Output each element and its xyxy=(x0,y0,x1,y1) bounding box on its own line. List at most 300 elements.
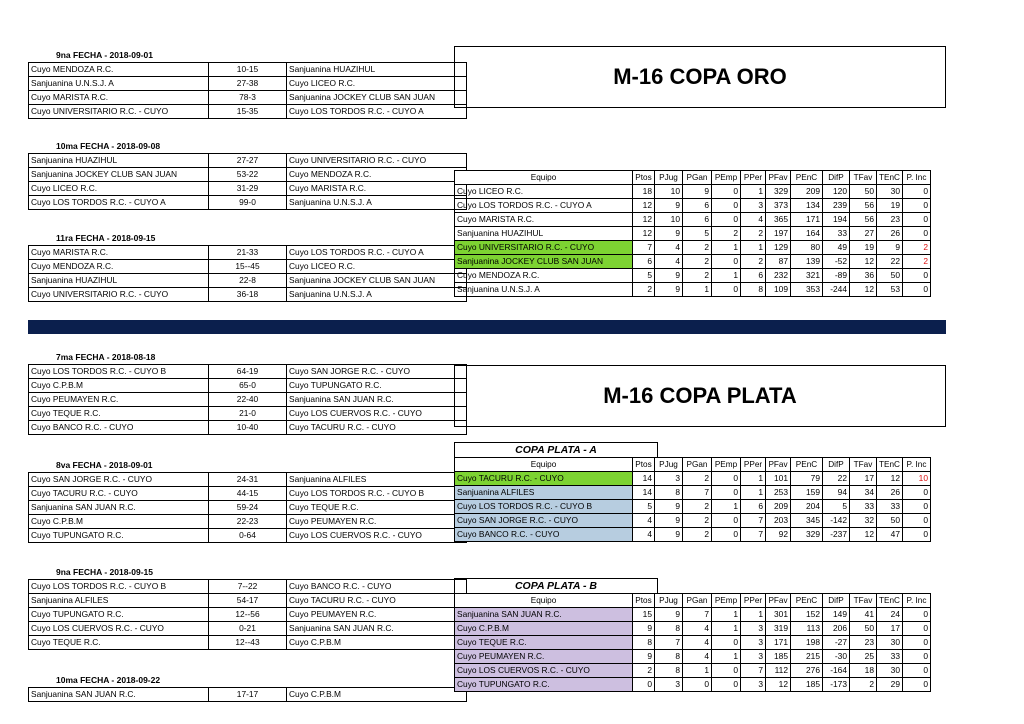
stat-cell: 0 xyxy=(712,678,741,692)
fixture-row xyxy=(29,365,467,379)
away-team: Sanjuanina HUAZIHUL xyxy=(287,63,467,77)
stat-cell: 33 xyxy=(877,650,903,664)
fixture-row xyxy=(29,407,467,421)
stat-cell: 30 xyxy=(877,185,903,199)
stat-cell: 301 xyxy=(766,608,791,622)
stat-cell: -52 xyxy=(823,255,850,269)
stat-cell: 139 xyxy=(791,255,823,269)
home-team: Cuyo SAN JORGE R.C. - CUYO xyxy=(29,473,209,487)
home-team: Cuyo MARISTA R.C. xyxy=(29,246,209,260)
standings-row xyxy=(455,622,931,636)
column-header: Equipo xyxy=(455,171,633,185)
stat-cell: 12 xyxy=(850,283,877,297)
stat-cell: 2 xyxy=(633,664,655,678)
fixture-row xyxy=(29,515,467,529)
stat-cell: 1 xyxy=(712,500,741,514)
score: 0-64 xyxy=(209,529,287,543)
stat-cell: 329 xyxy=(766,185,791,199)
team-name: Cuyo LOS CUERVOS R.C. - CUYO xyxy=(455,664,633,678)
home-team: Cuyo C.P.B.M xyxy=(29,515,209,529)
standings-row xyxy=(455,213,931,227)
stat-cell: 9 xyxy=(655,227,683,241)
stat-cell: 23 xyxy=(850,636,877,650)
away-team: Cuyo LOS TORDOS R.C. - CUYO A xyxy=(287,105,467,119)
copa-plata-a-table xyxy=(454,457,931,542)
stat-cell: 2 xyxy=(683,514,712,528)
stat-cell: 0 xyxy=(903,185,931,199)
stat-cell: 2 xyxy=(683,472,712,486)
stat-cell: 0 xyxy=(712,199,741,213)
stat-cell: 185 xyxy=(766,650,791,664)
stat-cell: 2 xyxy=(633,283,655,297)
stat-cell: 4 xyxy=(655,241,683,255)
stat-cell: 0 xyxy=(903,269,931,283)
standings-row xyxy=(455,185,931,199)
stat-cell: 5 xyxy=(683,227,712,241)
stat-cell: 79 xyxy=(791,472,823,486)
stat-cell: 365 xyxy=(766,213,791,227)
stat-cell: 56 xyxy=(850,213,877,227)
score: 24-31 xyxy=(209,473,287,487)
stat-cell: -244 xyxy=(823,283,850,297)
fixture-row xyxy=(29,168,467,182)
standings-row xyxy=(455,678,931,692)
stat-cell: 0 xyxy=(903,636,931,650)
fixture-row xyxy=(29,246,467,260)
standings-row xyxy=(455,664,931,678)
fixture-row xyxy=(29,473,467,487)
score: 21-0 xyxy=(209,407,287,421)
stat-cell: 0 xyxy=(903,227,931,241)
column-header: TEnC xyxy=(877,594,903,608)
fixture-row xyxy=(29,487,467,501)
column-header: P. Inc xyxy=(903,171,931,185)
column-header: PEnC xyxy=(791,594,823,608)
team-name: Sanjuanina HUAZIHUL xyxy=(455,227,633,241)
score: 22-23 xyxy=(209,515,287,529)
stat-cell: 5 xyxy=(633,269,655,283)
column-header: TEnC xyxy=(877,171,903,185)
standings-row xyxy=(455,528,931,542)
stat-cell: 34 xyxy=(850,486,877,500)
home-team: Cuyo TEQUE R.C. xyxy=(29,407,209,421)
section-divider-band xyxy=(28,320,946,334)
team-name: Sanjuanina JOCKEY CLUB SAN JUAN xyxy=(455,255,633,269)
stat-cell: 14 xyxy=(633,472,655,486)
away-team: Cuyo MENDOZA R.C. xyxy=(287,168,467,182)
stat-cell: 50 xyxy=(877,269,903,283)
away-team: Cuyo PEUMAYEN R.C. xyxy=(287,515,467,529)
standings-row xyxy=(455,199,931,213)
team-name: Cuyo TUPUNGATO R.C. xyxy=(455,678,633,692)
stat-cell: 0 xyxy=(712,486,741,500)
column-header: PGan xyxy=(683,594,712,608)
stat-cell: 7 xyxy=(683,486,712,500)
stat-cell: 8 xyxy=(741,283,766,297)
score: 22-40 xyxy=(209,393,287,407)
column-header: PPer xyxy=(741,594,766,608)
fixture-row xyxy=(29,91,467,105)
stat-cell: 2 xyxy=(683,269,712,283)
stat-cell: 9 xyxy=(633,622,655,636)
stat-cell: 9 xyxy=(655,269,683,283)
stat-cell: 373 xyxy=(766,199,791,213)
stat-cell: 232 xyxy=(766,269,791,283)
stat-cell: 49 xyxy=(823,241,850,255)
score: 22-8 xyxy=(209,274,287,288)
stat-cell: 41 xyxy=(850,608,877,622)
standings-row xyxy=(455,500,931,514)
stat-cell: 7 xyxy=(741,664,766,678)
away-team: Cuyo TUPUNGATO R.C. xyxy=(287,379,467,393)
stat-cell: 0 xyxy=(712,213,741,227)
fixture-row xyxy=(29,379,467,393)
fixture-row xyxy=(29,154,467,168)
fixture-row xyxy=(29,636,467,650)
stat-cell: 7 xyxy=(655,636,683,650)
stat-cell: -237 xyxy=(823,528,850,542)
stat-cell: 204 xyxy=(791,500,823,514)
stat-cell: 1 xyxy=(741,486,766,500)
column-header: PFav xyxy=(766,594,791,608)
away-team: Cuyo SAN JORGE R.C. - CUYO xyxy=(287,365,467,379)
home-team: Sanjuanina HUAZIHUL xyxy=(29,274,209,288)
score: 10-40 xyxy=(209,421,287,435)
stat-cell: 12 xyxy=(766,678,791,692)
fixture-row xyxy=(29,196,467,210)
stat-cell: 80 xyxy=(791,241,823,255)
stat-cell: 109 xyxy=(766,283,791,297)
standings-row xyxy=(455,283,931,297)
home-team: Cuyo MARISTA R.C. xyxy=(29,91,209,105)
standings-row xyxy=(455,486,931,500)
round-label: 10ma FECHA - 2018-09-08 xyxy=(56,141,161,151)
stat-cell: 149 xyxy=(823,608,850,622)
stat-cell: 12 xyxy=(633,213,655,227)
stat-cell: 1 xyxy=(712,650,741,664)
score: 0-21 xyxy=(209,622,287,636)
stat-cell: 2 xyxy=(683,500,712,514)
score: 64-19 xyxy=(209,365,287,379)
stat-cell: 17 xyxy=(877,622,903,636)
score: 78-3 xyxy=(209,91,287,105)
stat-cell: 4 xyxy=(683,622,712,636)
stat-cell: 0 xyxy=(903,528,931,542)
stat-cell: 0 xyxy=(712,514,741,528)
home-team: Cuyo MENDOZA R.C. xyxy=(29,260,209,274)
stat-cell: 50 xyxy=(850,185,877,199)
stat-cell: 0 xyxy=(903,622,931,636)
score: 44-15 xyxy=(209,487,287,501)
stat-cell: 23 xyxy=(877,213,903,227)
stat-cell: 2 xyxy=(741,255,766,269)
stat-cell: 18 xyxy=(633,185,655,199)
away-team: Cuyo LOS CUERVOS R.C. - CUYO xyxy=(287,529,467,543)
round-label: 9na FECHA - 2018-09-01 xyxy=(56,50,154,60)
stat-cell: 2 xyxy=(850,678,877,692)
round-label: 11ra FECHA - 2018-09-15 xyxy=(56,233,156,243)
stat-cell: 6 xyxy=(683,213,712,227)
stat-cell: 6 xyxy=(741,500,766,514)
team-name: Cuyo MENDOZA R.C. xyxy=(455,269,633,283)
standings-row xyxy=(455,636,931,650)
standings-row xyxy=(455,255,931,269)
stat-cell: 19 xyxy=(850,241,877,255)
stat-cell: 10 xyxy=(903,472,931,486)
fixture-row xyxy=(29,274,467,288)
fixture-row xyxy=(29,421,467,435)
stat-cell: 10 xyxy=(655,185,683,199)
stat-cell: 329 xyxy=(791,528,823,542)
stat-cell: 253 xyxy=(766,486,791,500)
home-team: Sanjuanina SAN JUAN R.C. xyxy=(29,688,209,702)
stat-cell: -30 xyxy=(823,650,850,664)
stat-cell: 30 xyxy=(877,636,903,650)
column-header: PEnC xyxy=(791,171,823,185)
column-header: DifP xyxy=(823,171,850,185)
standings-row xyxy=(455,227,931,241)
stat-cell: 5 xyxy=(823,500,850,514)
stat-cell: 92 xyxy=(766,528,791,542)
stat-cell: 129 xyxy=(766,241,791,255)
score: 15-35 xyxy=(209,105,287,119)
away-team: Cuyo BANCO R.C. - CUYO xyxy=(287,580,467,594)
stat-cell: 15 xyxy=(633,608,655,622)
column-header: PGan xyxy=(683,171,712,185)
stat-cell: 94 xyxy=(823,486,850,500)
stat-cell: 12 xyxy=(850,255,877,269)
column-header: TEnC xyxy=(877,458,903,472)
round-label: 8va FECHA - 2018-09-01 xyxy=(56,460,153,470)
stat-cell: 209 xyxy=(791,185,823,199)
stat-cell: 9 xyxy=(655,283,683,297)
copa-plata-a-title: COPA PLATA - A xyxy=(454,442,658,457)
standings-row xyxy=(455,241,931,255)
stat-cell: 194 xyxy=(823,213,850,227)
away-team: Cuyo LICEO R.C. xyxy=(287,260,467,274)
stat-cell: 215 xyxy=(791,650,823,664)
fixture-table xyxy=(28,472,467,543)
home-team: Cuyo LOS TORDOS R.C. - CUYO B xyxy=(29,365,209,379)
fixture-row xyxy=(29,688,467,702)
fixture-table xyxy=(28,687,467,702)
stat-cell: 1 xyxy=(741,472,766,486)
fixture-row xyxy=(29,260,467,274)
away-team: Sanjuanina U.N.S.J. A xyxy=(287,288,467,302)
score: 27-38 xyxy=(209,77,287,91)
stat-cell: 12 xyxy=(633,227,655,241)
stat-cell: 0 xyxy=(633,678,655,692)
column-header: Ptos xyxy=(633,594,655,608)
column-header: TFav xyxy=(850,594,877,608)
stat-cell: 0 xyxy=(903,514,931,528)
score: 15--45 xyxy=(209,260,287,274)
team-name: Cuyo BANCO R.C. - CUYO xyxy=(455,528,633,542)
away-team: Cuyo C.P.B.M xyxy=(287,688,467,702)
fixture-row xyxy=(29,182,467,196)
stat-cell: -27 xyxy=(823,636,850,650)
stat-cell: 2 xyxy=(683,528,712,542)
home-team: Sanjuanina JOCKEY CLUB SAN JUAN xyxy=(29,168,209,182)
stat-cell: 1 xyxy=(712,269,741,283)
away-team: Sanjuanina JOCKEY CLUB SAN JUAN xyxy=(287,91,467,105)
away-team: Cuyo TEQUE R.C. xyxy=(287,501,467,515)
stat-cell: 9 xyxy=(655,500,683,514)
stat-cell: 32 xyxy=(850,514,877,528)
column-header: DifP xyxy=(823,594,850,608)
stat-cell: 319 xyxy=(766,622,791,636)
stat-cell: 9 xyxy=(655,514,683,528)
standings-header-row xyxy=(455,594,931,608)
column-header: DifP xyxy=(823,458,850,472)
team-name: Sanjuanina U.N.S.J. A xyxy=(455,283,633,297)
away-team: Sanjuanina U.N.S.J. A xyxy=(287,196,467,210)
stat-cell: 2 xyxy=(903,255,931,269)
oro-standings-table xyxy=(454,170,931,297)
fixture-row xyxy=(29,63,467,77)
home-team: Cuyo LOS CUERVOS R.C. - CUYO xyxy=(29,622,209,636)
stat-cell: 25 xyxy=(850,650,877,664)
team-name: Cuyo LOS TORDOS R.C. - CUYO A xyxy=(455,199,633,213)
stat-cell: 33 xyxy=(823,227,850,241)
stat-cell: 30 xyxy=(877,664,903,678)
standings-row xyxy=(455,269,931,283)
fixture-row xyxy=(29,288,467,302)
stat-cell: 8 xyxy=(655,622,683,636)
stat-cell: 3 xyxy=(741,650,766,664)
stat-cell: 4 xyxy=(683,650,712,664)
column-header: Ptos xyxy=(633,171,655,185)
fixture-row xyxy=(29,580,467,594)
stat-cell: 7 xyxy=(741,528,766,542)
stat-cell: 0 xyxy=(712,255,741,269)
fixture-row xyxy=(29,529,467,543)
fixture-row xyxy=(29,608,467,622)
stat-cell: 0 xyxy=(712,528,741,542)
fixture-row xyxy=(29,393,467,407)
standings-row xyxy=(455,472,931,486)
stat-cell: 3 xyxy=(655,678,683,692)
team-name: Sanjuanina ALFILES xyxy=(455,486,633,500)
stat-cell: 0 xyxy=(903,664,931,678)
score: 27-27 xyxy=(209,154,287,168)
column-header: Equipo xyxy=(455,594,633,608)
stat-cell: 120 xyxy=(823,185,850,199)
stat-cell: -142 xyxy=(823,514,850,528)
stat-cell: 3 xyxy=(741,636,766,650)
home-team: Cuyo TEQUE R.C. xyxy=(29,636,209,650)
score: 36-18 xyxy=(209,288,287,302)
stat-cell: 26 xyxy=(877,227,903,241)
home-team: Cuyo TUPUNGATO R.C. xyxy=(29,529,209,543)
stat-cell: 159 xyxy=(791,486,823,500)
score: 99-0 xyxy=(209,196,287,210)
stat-cell: 185 xyxy=(791,678,823,692)
column-header: PEmp xyxy=(712,171,741,185)
round-label: 9na FECHA - 2018-09-15 xyxy=(56,567,154,577)
stat-cell: 1 xyxy=(712,608,741,622)
stat-cell: 8 xyxy=(655,664,683,678)
stat-cell: 206 xyxy=(823,622,850,636)
stat-cell: 47 xyxy=(877,528,903,542)
standings-header-row xyxy=(455,458,931,472)
stat-cell: 0 xyxy=(903,199,931,213)
column-header: PPer xyxy=(741,458,766,472)
score: 10-15 xyxy=(209,63,287,77)
stat-cell: 197 xyxy=(766,227,791,241)
stat-cell: 1 xyxy=(741,185,766,199)
stat-cell: 12 xyxy=(877,472,903,486)
stat-cell: 113 xyxy=(791,622,823,636)
standings-header-row xyxy=(455,171,931,185)
column-header: Equipo xyxy=(455,458,633,472)
away-team: Cuyo LOS TORDOS R.C. - CUYO A xyxy=(287,246,467,260)
fixture-row xyxy=(29,105,467,119)
fixture-table xyxy=(28,245,467,302)
home-team: Sanjuanina SAN JUAN R.C. xyxy=(29,501,209,515)
score: 54-17 xyxy=(209,594,287,608)
stat-cell: 198 xyxy=(791,636,823,650)
stat-cell: 5 xyxy=(633,500,655,514)
stat-cell: 1 xyxy=(683,283,712,297)
stat-cell: 2 xyxy=(903,241,931,255)
stat-cell: 24 xyxy=(877,608,903,622)
stat-cell: 0 xyxy=(903,283,931,297)
stat-cell: 1 xyxy=(683,664,712,678)
round-label: 7ma FECHA - 2018-08-18 xyxy=(56,352,156,362)
away-team: Cuyo UNIVERSITARIO R.C. - CUYO xyxy=(287,154,467,168)
stat-cell: 22 xyxy=(823,472,850,486)
stat-cell: 0 xyxy=(903,608,931,622)
home-team: Cuyo LOS TORDOS R.C. - CUYO B xyxy=(29,580,209,594)
home-team: Cuyo MENDOZA R.C. xyxy=(29,63,209,77)
home-team: Cuyo C.P.B.M xyxy=(29,379,209,393)
column-header: PPer xyxy=(741,171,766,185)
away-team: Cuyo LOS TORDOS R.C. - CUYO B xyxy=(287,487,467,501)
stat-cell: 33 xyxy=(877,500,903,514)
team-name: Cuyo C.P.B.M xyxy=(455,622,633,636)
stat-cell: 3 xyxy=(741,622,766,636)
stat-cell: 209 xyxy=(766,500,791,514)
away-team: Cuyo MARISTA R.C. xyxy=(287,182,467,196)
stat-cell: 0 xyxy=(712,185,741,199)
stat-cell: -164 xyxy=(823,664,850,678)
stat-cell: 0 xyxy=(712,283,741,297)
stat-cell: 6 xyxy=(741,269,766,283)
stat-cell: 0 xyxy=(683,678,712,692)
away-team: Sanjuanina ALFILES xyxy=(287,473,467,487)
team-name: Sanjuanina SAN JUAN R.C. xyxy=(455,608,633,622)
score: 31-29 xyxy=(209,182,287,196)
stat-cell: 171 xyxy=(791,213,823,227)
stat-cell: 3 xyxy=(741,678,766,692)
stat-cell: 9 xyxy=(877,241,903,255)
stat-cell: 8 xyxy=(655,650,683,664)
standings-row xyxy=(455,514,931,528)
stat-cell: 2 xyxy=(741,227,766,241)
stat-cell: 0 xyxy=(903,678,931,692)
stat-cell: 4 xyxy=(655,255,683,269)
stat-cell: 7 xyxy=(683,608,712,622)
stat-cell: 18 xyxy=(850,664,877,678)
standings-row xyxy=(455,650,931,664)
stat-cell: 9 xyxy=(633,650,655,664)
stat-cell: 6 xyxy=(633,255,655,269)
stat-cell: 4 xyxy=(741,213,766,227)
team-name: Cuyo SAN JORGE R.C. - CUYO xyxy=(455,514,633,528)
score: 65-0 xyxy=(209,379,287,393)
stat-cell: 26 xyxy=(877,486,903,500)
